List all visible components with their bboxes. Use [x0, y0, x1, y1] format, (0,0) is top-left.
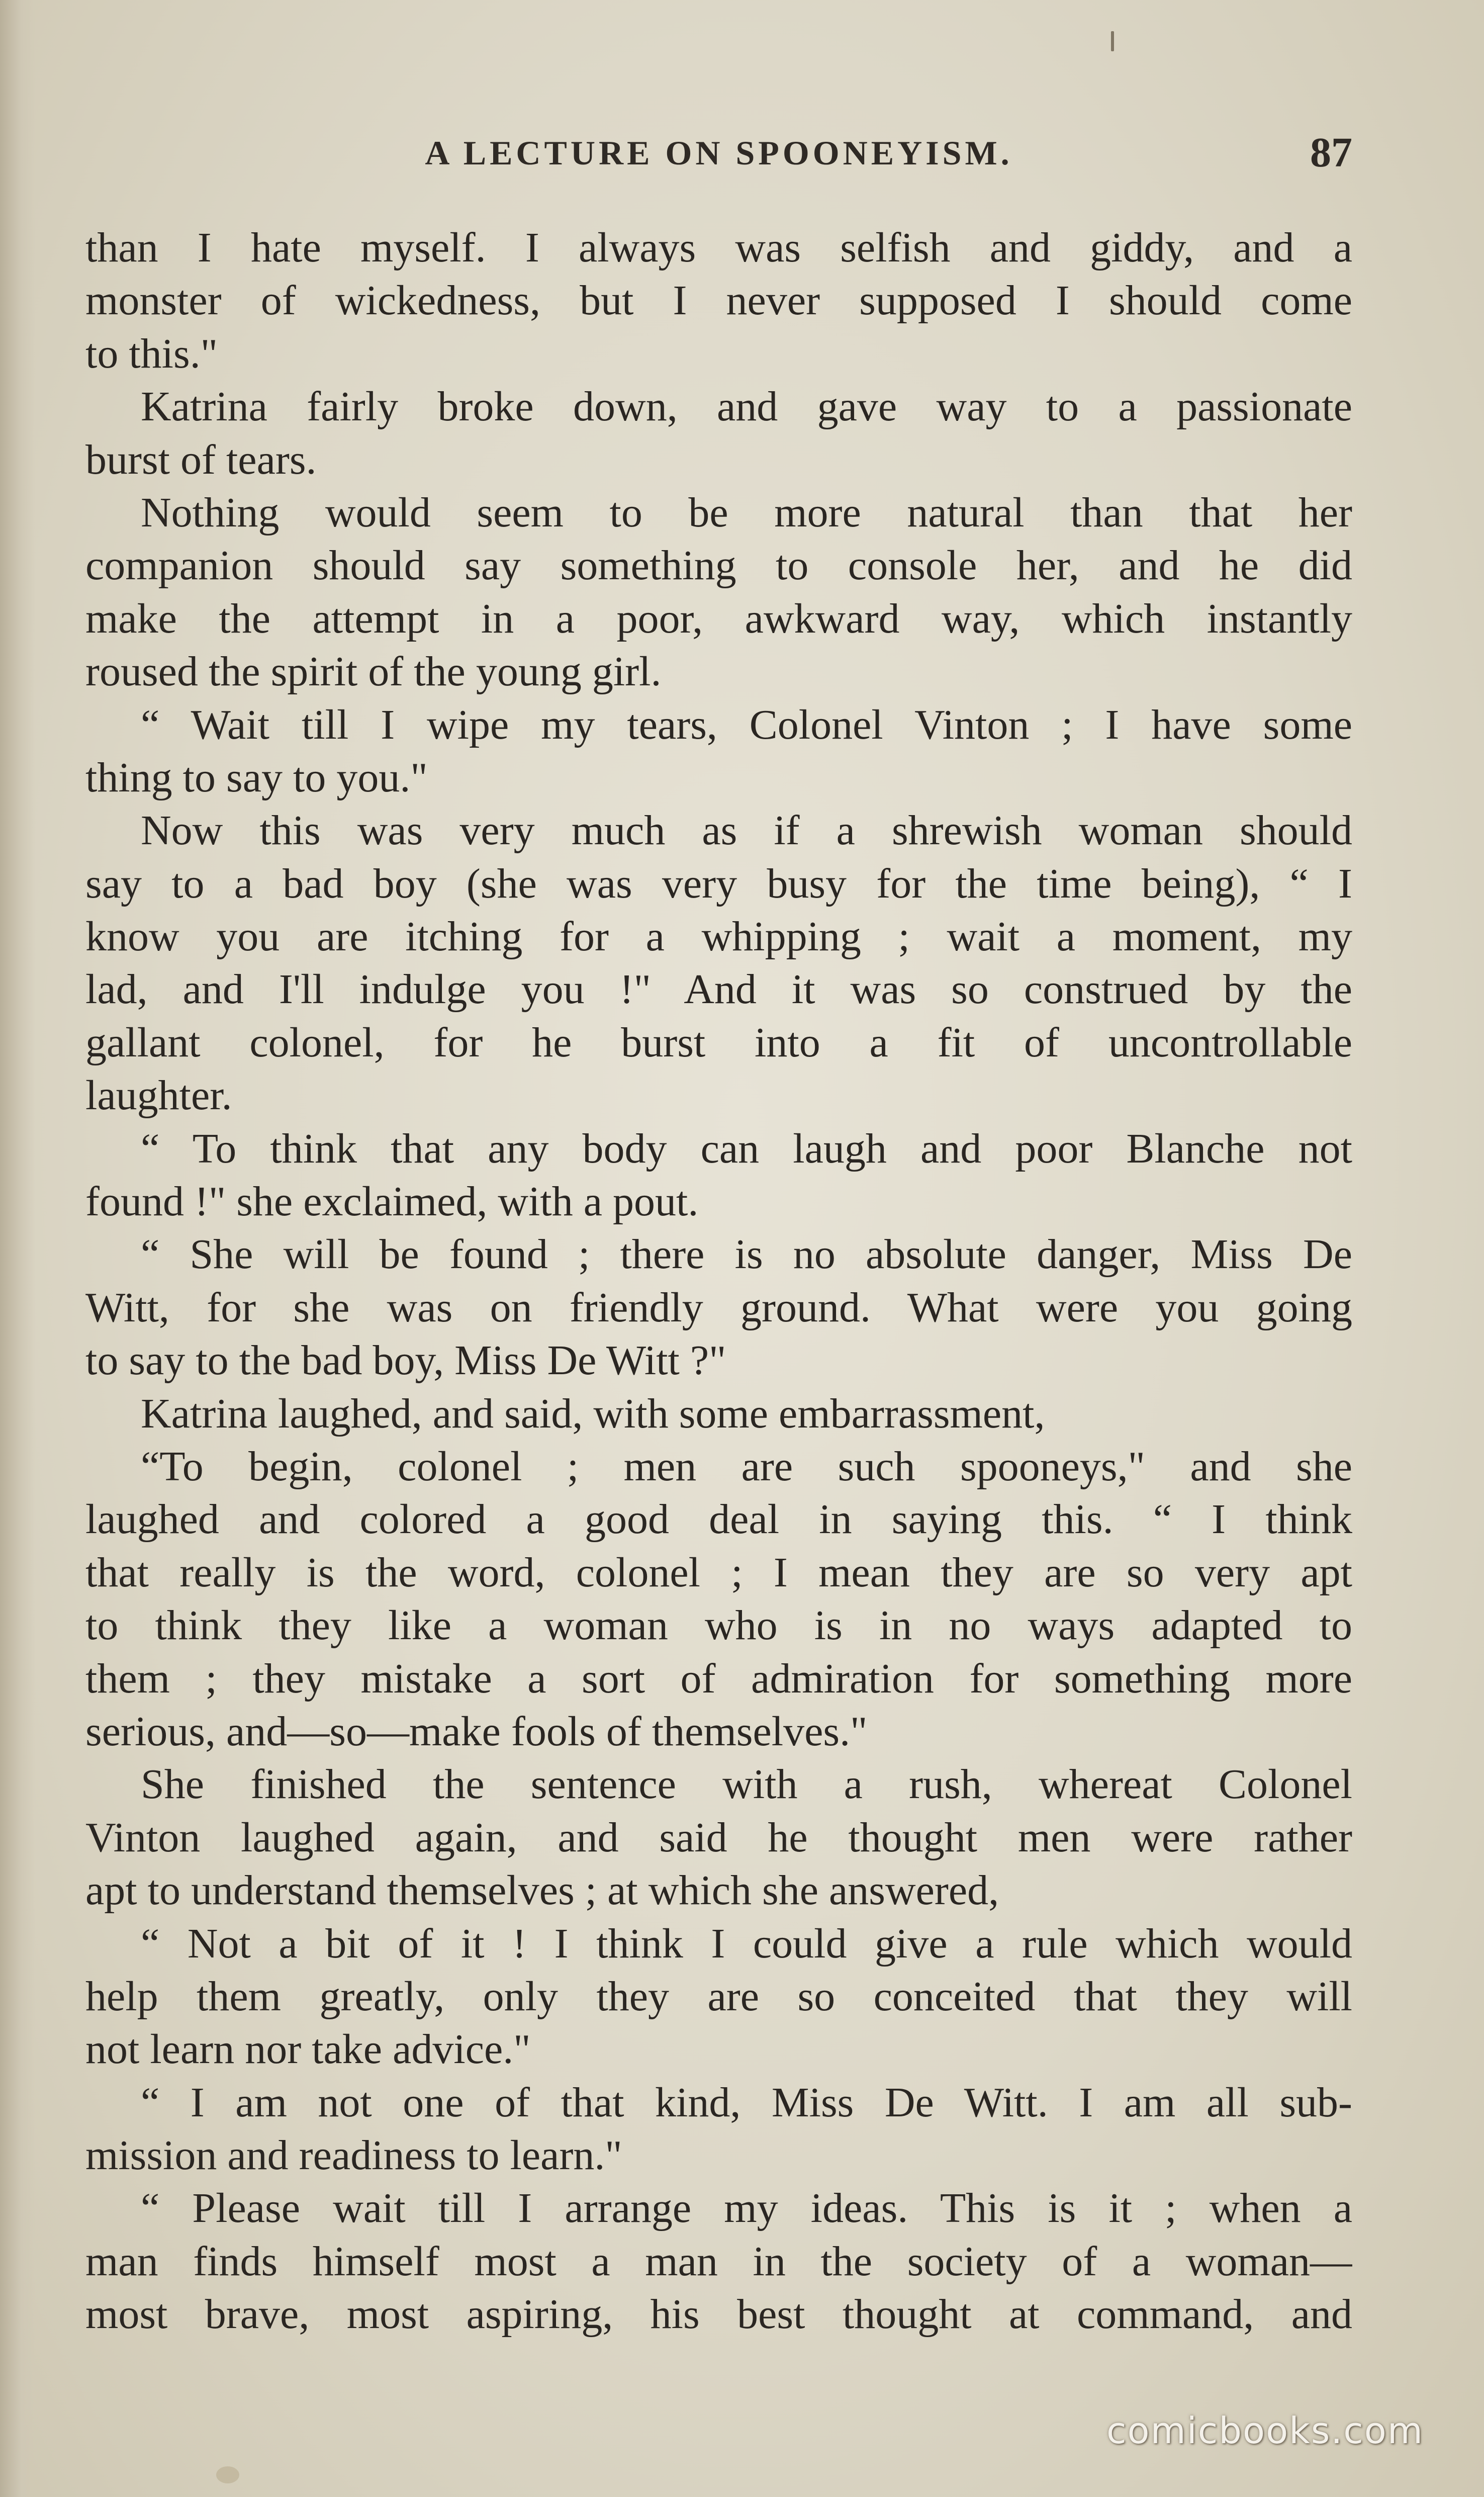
text-line: “ I am not one of that kind, Miss De Witt. I am all sub- [141, 2079, 1352, 2126]
text-line: laughter. [85, 1072, 232, 1119]
text-line: She finished the sentence with a rush, whereat Colonel [141, 1761, 1352, 1808]
page-number: 87 [1310, 129, 1352, 176]
paper-stain [1111, 31, 1114, 51]
text-line: “ Wait till I wipe my tears, Colonel Vinton ; I have some [141, 701, 1352, 748]
text-line: man finds himself most a man in the society of a woman— [85, 2238, 1352, 2285]
text-line: “ Please wait till I arrange my ideas. This is it ; when a [141, 2185, 1352, 2232]
page-edge-shadow [0, 0, 35, 2497]
text-line: laughed and colored a good deal in saying this. “ I think [85, 1496, 1352, 1543]
text-line: not learn nor take advice." [85, 2026, 531, 2073]
text-line: “ Not a bit of it ! I think I could give a rule which would [141, 1920, 1352, 1967]
text-line: Katrina fairly broke down, and gave way to a passionate [141, 383, 1352, 430]
watermark: comicbooks.com [1106, 2410, 1424, 2452]
text-line: know you are itching for a whipping ; wait a moment, my [85, 913, 1352, 960]
text-line: to think they like a woman who is in no ways adapted to [85, 1602, 1352, 1649]
text-line: them ; they mistake a sort of admiration for something more [85, 1655, 1352, 1702]
text-line: gallant colonel, for he burst into a fit of uncontrollable [85, 1019, 1352, 1066]
text-line: companion should say something to console her, and he did [85, 542, 1352, 589]
running-title: A LECTURE ON SPOONEYISM. [425, 134, 1013, 172]
text-line: most brave, most aspiring, his best thought at command, and [85, 2291, 1352, 2338]
page-header [85, 123, 1352, 179]
text-line: Now this was very much as if a shrewish woman should [141, 807, 1352, 854]
text-line: Nothing would seem to be more natural than that her [141, 489, 1352, 536]
text-line: serious, and—so—make fools of themselves." [85, 1708, 868, 1755]
text-line: monster of wickedness, but I never supposed I should come [85, 277, 1352, 324]
text-line: mission and readiness to learn." [85, 2132, 622, 2179]
body-text [85, 221, 1352, 2341]
text-line: found !" she exclaimed, with a pout. [85, 1178, 699, 1225]
text-line: Katrina laughed, and said, with some embarrassment, [141, 1390, 1045, 1437]
text-line: that really is the word, colonel ; I mean they are so very apt [85, 1549, 1352, 1596]
text-line: “To begin, colonel ; men are such spooneys," and she [141, 1443, 1352, 1490]
text-line: say to a bad boy (she was very busy for the time being), “ I [85, 860, 1352, 907]
text-line: to say to the bad boy, Miss De Witt ?" [85, 1337, 726, 1384]
text-line: roused the spirit of the young girl. [85, 648, 662, 695]
text-line: thing to say to you." [85, 754, 428, 801]
text-line: to this." [85, 330, 218, 377]
text-line: Vinton laughed again, and said he thought men were rather [85, 1814, 1352, 1861]
text-line: Witt, for she was on friendly ground. What were you going [85, 1284, 1352, 1331]
text-line: make the attempt in a poor, awkward way, which instantly [85, 595, 1352, 642]
paper-stain [216, 2466, 239, 2483]
text-line: “ To think that any body can laugh and poor Blanche not [141, 1125, 1352, 1172]
text-line: “ She will be found ; there is no absolute danger, Miss De [141, 1231, 1352, 1278]
text-line: lad, and I'll indulge you !" And it was so construed by the [85, 966, 1352, 1013]
text-line: apt to understand themselves ; at which she answered, [85, 1867, 999, 1914]
text-line: burst of tears. [85, 436, 317, 483]
text-line: help them greatly, only they are so conceited that they will [85, 1973, 1352, 2020]
text-line: than I hate myself. I always was selfish and giddy, and a [85, 224, 1352, 271]
